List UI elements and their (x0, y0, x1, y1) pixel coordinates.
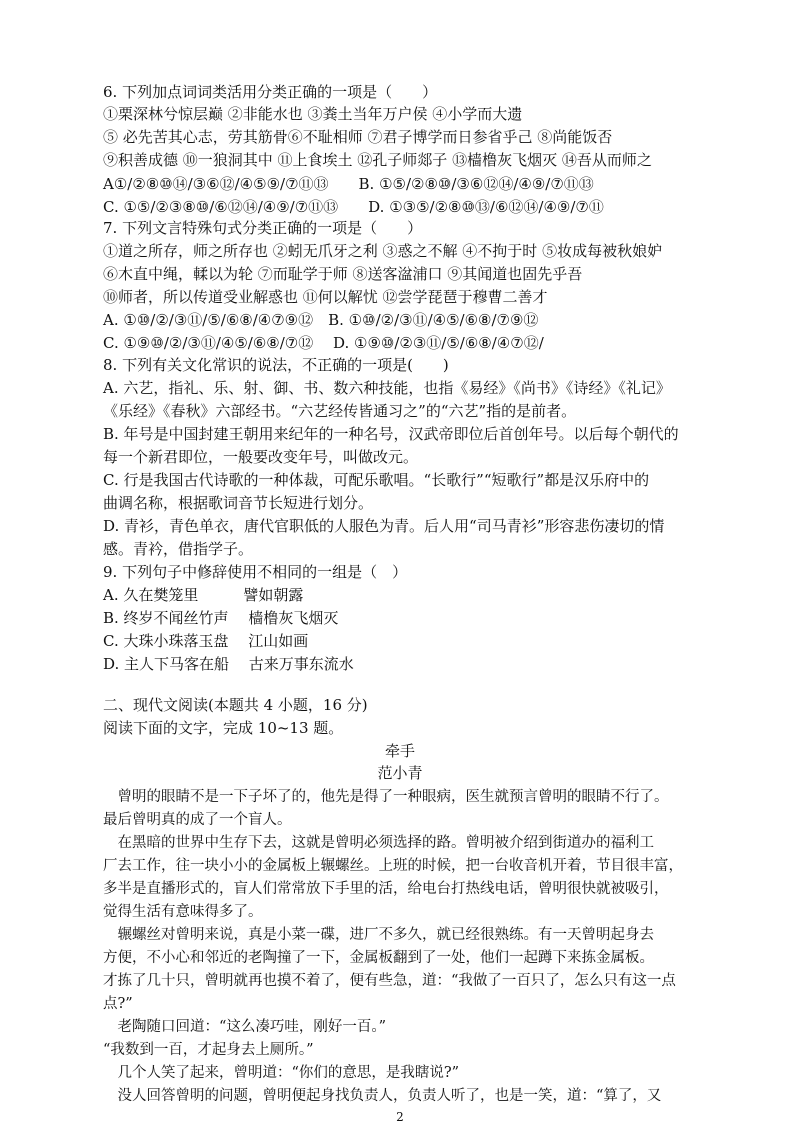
section-instruction: 阅读下面的文字，完成 10~13 题。 (103, 719, 344, 737)
q9-option-a: A. 久在樊笼里 譬如朝露 (103, 586, 304, 604)
q7-stem: 7. 下列文言特殊句式分类正确的一项是（ ） (103, 219, 423, 237)
article-line: 辗螺丝对曾明来说，真是小菜一碟，进厂不多久，就已经很熟练。有一天曾明起身去 (103, 927, 654, 943)
article-line: 没人回答曾明的问题，曾明便起身找负责人，负责人听了，也是一笑，道：“算了，又 (103, 1088, 662, 1104)
q8-option-d: D. 青衫，青色单衣，唐代官职低的人服色为青。后人用“司马青衫”形容悲伤凄切的情 (103, 517, 665, 535)
q6-stem: 6. 下列加点词词类活用分类正确的一项是（ ） (103, 83, 438, 101)
q7-items-2: ⑥木直中绳，輮以为轮 ⑦而耻学于师 ⑧送客湓浦口 ⑨其闻道也固先乎吾 (103, 265, 583, 283)
q6-option-cd: C. ①⑤/②③⑧⑩/⑥⑫⑭/④⑨/⑦⑪⑬ D. ①③⑤/②⑧⑩⑬/⑥⑫⑭/④⑨/⑦⑪ (103, 198, 604, 216)
q9-stem: 9. 下列句子中修辞使用不相同的一组是（ ） (103, 563, 408, 581)
article-line: 多半是直播形式的，盲人们常常放下手里的活，给电台打热线电话，曾明很快就被吸引， (103, 881, 669, 897)
page-number: 2 (396, 1110, 404, 1124)
q8-option-c: C. 行是我国古代诗歌的一种体裁，可配乐歌唱。“长歌行”“短歌行”都是汉乐府中的 (103, 471, 650, 489)
article-author: 范小青 (377, 764, 423, 782)
article-line: 老陶随口回道：“这么凑巧哇，刚好一百。” (103, 1019, 387, 1035)
q8-option-a-cont: 《乐经》《春秋》六部经书。“六艺经传皆通习之”的“六艺”指的是前者。 (103, 402, 577, 420)
q8-stem: 8. 下列有关文化常识的说法，不正确的一项是( ) (103, 356, 449, 374)
q9-option-d: D. 主人下马客在船 古来万事东流水 (103, 655, 354, 673)
q8-option-c-cont: 曲调名称，根据歌词音节长短进行划分。 (103, 494, 374, 512)
q8-option-b: B. 年号是中国封建王朝用来纪年的一种名号，汉武帝即位后首创年号。以后每个朝代的 (103, 425, 679, 443)
article-line: 才拣了几十只，曾明就再也摸不着了，便有些急，道：“我做了一百只了，怎么只有这一点 (103, 973, 676, 989)
q6-items-3: ⑨积善成德 ⑩一狼洞其中 ⑪上食埃土 ⑫孔子师郯子 ⑬樯橹灰飞烟灭 ⑭吾从而师之 (103, 151, 652, 169)
article-line: 曾明的眼睛不是一下子坏了的，他先是得了一种眼病，医生就预言曾明的眼睛不行了。 (103, 789, 669, 805)
article-line: 厂去工作，往一块小小的金属板上辗螺丝。上班的时候，把一台收音机开着，节目很丰富， (103, 858, 683, 874)
section-heading: 二、现代文阅读(本题共 4 小题，16 分) (103, 696, 368, 714)
article-line: 方便，不小心和邻近的老陶撞了一下，金属板翻到了一处，他们一起蹲下来拣金属板。 (103, 950, 654, 966)
q6-items-2: ⑤ 必先苦其心志，劳其筋骨⑥不耻相师 ⑦君子博学而日参省乎己 ⑧尚能饭否 (103, 128, 613, 146)
article-title: 牵手 (384, 742, 415, 760)
article-line: 觉得生活有意味得多了。 (103, 904, 263, 920)
q7-items-1: ①道之所存，师之所存也 ②蚓无爪牙之利 ③惑之不解 ④不拘于时 ⑤妆成每被秋娘妒 (103, 242, 663, 260)
q7-option-ab: A. ①⑩/②/③⑪/⑤/⑥⑧/④⑦⑨⑫ B. ①⑩/②/③⑪/④⑤/⑥⑧/⑦⑨⑫ (103, 311, 539, 329)
q6-option-ab: A①/②⑧⑩⑭/③⑥⑫/④⑤⑨/⑦⑪⑬ B. ①⑤/②⑧⑩/③⑥⑫⑭/④⑨/⑦⑪⑬ (103, 175, 594, 193)
q9-option-b: B. 终岁不闻丝竹声 樯橹灰飞烟灭 (103, 609, 339, 627)
q6-items-1: ①栗深林兮惊层巅 ②非能水也 ③粪土当年万户侯 ④小学而大遗 (103, 105, 523, 123)
article-line: 点?” (103, 996, 133, 1012)
q8-option-d-cont: 感。青衿，借指学子。 (103, 540, 254, 558)
q9-option-c: C. 大珠小珠落玉盘 江山如画 (103, 632, 309, 650)
q8-option-b-cont: 每一个新君即位，一般要改变年号，叫做改元。 (103, 448, 419, 466)
q7-items-3: ⑩师者，所以传道受业解惑也 ⑪何以解忧 ⑫尝学琵琶于穆曹二善才 (103, 288, 548, 306)
article-line: 最后曾明真的成了一个盲人。 (103, 812, 292, 828)
q7-option-cd: C. ①⑨⑩/②/③⑪/④⑤/⑥⑧/⑦⑫ D. ①⑨⑩/②③⑪/⑤/⑥⑧/④⑦⑫/ (103, 334, 544, 352)
article-line: “我数到一百，才起身去上厕所。” (103, 1042, 314, 1058)
article-line: 在黑暗的世界中生存下去，这就是曾明必须选择的路。曾明被介绍到街道办的福利工 (103, 835, 654, 851)
article-line: 几个人笑了起来，曾明道：“你们的意思，是我瞎说?” (103, 1065, 460, 1081)
q8-option-a: A. 六艺，指礼、乐、射、御、书、数六种技能，也指《易经》《尚书》《诗经》《礼记》 (103, 379, 671, 397)
